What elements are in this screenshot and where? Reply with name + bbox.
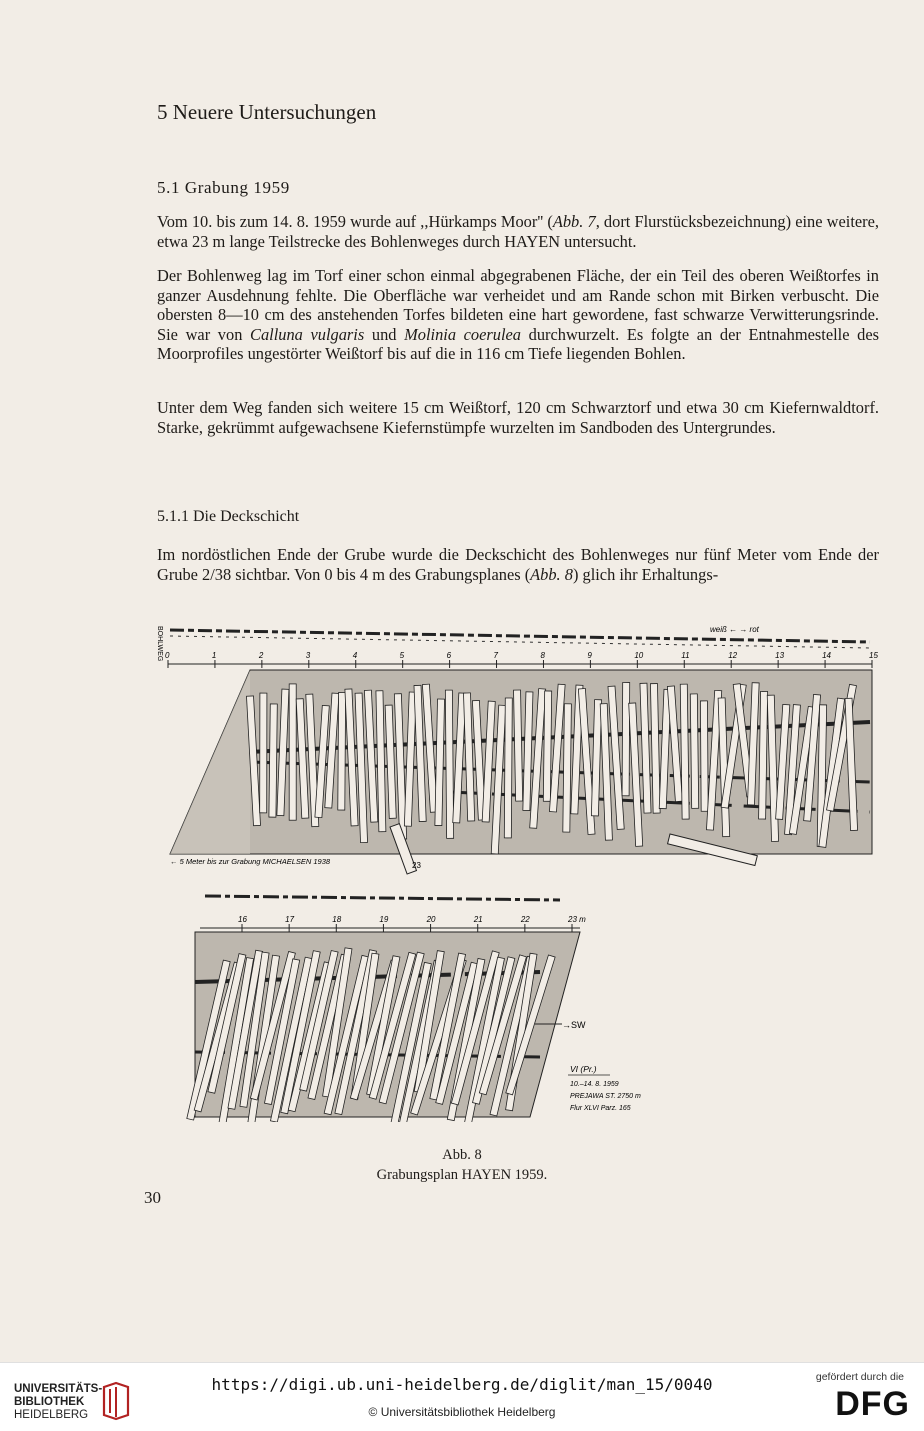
lower-section xyxy=(187,932,580,1122)
top-profile-line xyxy=(170,630,870,648)
plank xyxy=(700,701,708,811)
scale-tick-label: 4 xyxy=(352,651,358,660)
scale-tick-label: 9 xyxy=(587,651,592,660)
top-scale xyxy=(165,651,878,668)
scale-tick-label: 3 xyxy=(305,651,311,660)
plank xyxy=(269,704,277,817)
paragraph-2-text: Der Bohlenweg lag im Torf einer schon einmal abgegrabenen Fläche, der ein Teil des oberen Weißtorfes in ganzer Ausdehnung fehlte. Die Oberfläche war verheidet und am Rande schon mit Birken verbuscht. Die obersten 8—10 cm des anstehenden Torfes bildeten eine hart gewordene, fast schwarze Verwitterungsrinde. Sie war von Calluna vulgaris und Molinia coerulea durchwurzelt. Es folgte an der Entnahmestelle des Moorprofiles ungestörter Weißtorf bis auf die in 116 cm Tiefe liegenden Bohlen. xyxy=(157,266,879,364)
scale-tick-label: 2 xyxy=(258,651,264,660)
scale-tick-label: 10 xyxy=(634,651,644,660)
legend-flur: Flur XLVI Parz. 165 xyxy=(570,1105,631,1112)
scale-tick-label: 6 xyxy=(446,651,452,660)
paragraph-1 xyxy=(157,212,879,251)
scale-tick-label: 16 xyxy=(238,915,247,924)
funding-note: gefördert durch die xyxy=(815,1371,904,1383)
scale-tick-label: 23 m xyxy=(568,915,586,924)
plank xyxy=(445,690,453,838)
uni-name-line-1: UNIVERSITÄTS- xyxy=(14,1383,103,1395)
plank xyxy=(759,691,768,819)
plank xyxy=(622,683,630,796)
legend-date: 10.–14. 8. 1959 xyxy=(570,1081,619,1088)
scale-tick-label: 0 xyxy=(165,651,170,660)
label-weiss-rot: weiß ← → rot xyxy=(710,625,759,634)
copyright-notice: © Universitätsbibliothek Heidelberg xyxy=(368,1405,556,1419)
label-23: 23 xyxy=(412,861,421,870)
scale-tick-label: 11 xyxy=(681,651,690,660)
upper-section xyxy=(170,670,872,874)
label-sw: →SW xyxy=(562,1020,586,1030)
plank xyxy=(289,684,296,820)
plank xyxy=(260,693,267,813)
plank xyxy=(504,698,512,838)
uni-name-line-3: HEIDELBERG xyxy=(14,1409,89,1421)
uni-name-line-2: BIBLIOTHEK xyxy=(14,1396,85,1408)
scale-tick-label: 12 xyxy=(728,651,738,660)
subsubsection-heading: 5.1.1 Die Deckschicht xyxy=(157,508,300,525)
scale-tick-label: 17 xyxy=(285,915,295,924)
excavation-plan-figure xyxy=(150,612,890,1122)
scale-tick-label: 19 xyxy=(379,915,389,924)
plank xyxy=(338,692,346,810)
scale-tick-label: 5 xyxy=(399,651,405,660)
paragraph-1-text: Vom 10. bis zum 14. 8. 1959 wurde auf ,,Hürkamps Moor'' (Abb. 7, dort Flurstücksbezeichnung) eine weitere, etwa 23 m lange Teilstrecke des Bohlenweges durch HAYEN untersucht. xyxy=(157,212,879,251)
scale-tick-label: 20 xyxy=(426,915,436,924)
footer-bar xyxy=(0,1362,924,1431)
paragraph-3-text: Unter dem Weg fanden sich weitere 15 cm Weißtorf, 120 cm Schwarztorf und etwa 30 cm Kiefernwaldtorf. Starke, gekrümmt aufgewachsene Kiefernstümpfe wurzelten im Sandboden des Untergrundes. xyxy=(157,398,879,437)
legend-title: VI (Pr.) xyxy=(570,1064,597,1074)
scale-tick-label: 21 xyxy=(473,915,483,924)
figure-legend xyxy=(568,1064,641,1112)
paragraph-2 xyxy=(157,266,879,364)
label-michaelsen: ← 5 Meter bis zur Grabung MICHAELSEN 1938 xyxy=(170,857,331,866)
legend-place: PREJAWA ST. 2750 m xyxy=(570,1093,641,1100)
scale-tick-label: 18 xyxy=(332,915,342,924)
page-number: 30 xyxy=(144,1188,161,1207)
bottom-scale xyxy=(200,915,586,932)
scale-tick-label: 1 xyxy=(211,651,217,660)
figure-caption-title: Grabungsplan HAYEN 1959. xyxy=(376,1167,548,1183)
label-bohlweg: BOHLWEG xyxy=(156,626,163,662)
plank xyxy=(690,694,698,808)
plank xyxy=(563,704,572,832)
section-heading: 5 Neuere Untersuchungen xyxy=(157,100,377,124)
paragraph-4 xyxy=(157,545,879,584)
mid-profile-line xyxy=(205,896,560,900)
scale-tick-label: 15 xyxy=(869,651,878,660)
scale-tick-label: 22 xyxy=(520,915,530,924)
paragraph-4-text: Im nordöstlichen Ende der Grube wurde die Deckschicht des Bohlenweges nur fünf Meter vom Ende der Grube 2/38 sichtbar. Von 0 bis 4 m des Grabungsplanes (Abb. 8) glich ihr Erhaltungs- xyxy=(157,545,879,584)
scale-tick-label: 14 xyxy=(822,651,831,660)
paragraph-3 xyxy=(157,398,879,437)
scale-tick-label: 8 xyxy=(540,651,545,660)
scale-tick-label: 13 xyxy=(775,651,785,660)
scale-tick-label: 7 xyxy=(493,651,498,660)
plank xyxy=(680,684,689,819)
subsection-heading: 5.1 Grabung 1959 xyxy=(157,178,290,197)
figure-caption-number: Abb. 8 xyxy=(442,1147,482,1163)
permalink-url[interactable]: https://digi.ub.uni-heidelberg.de/diglit/man_15/0040 xyxy=(211,1375,713,1394)
plank xyxy=(543,691,551,801)
dfg-logo[interactable]: DFG xyxy=(835,1385,910,1423)
